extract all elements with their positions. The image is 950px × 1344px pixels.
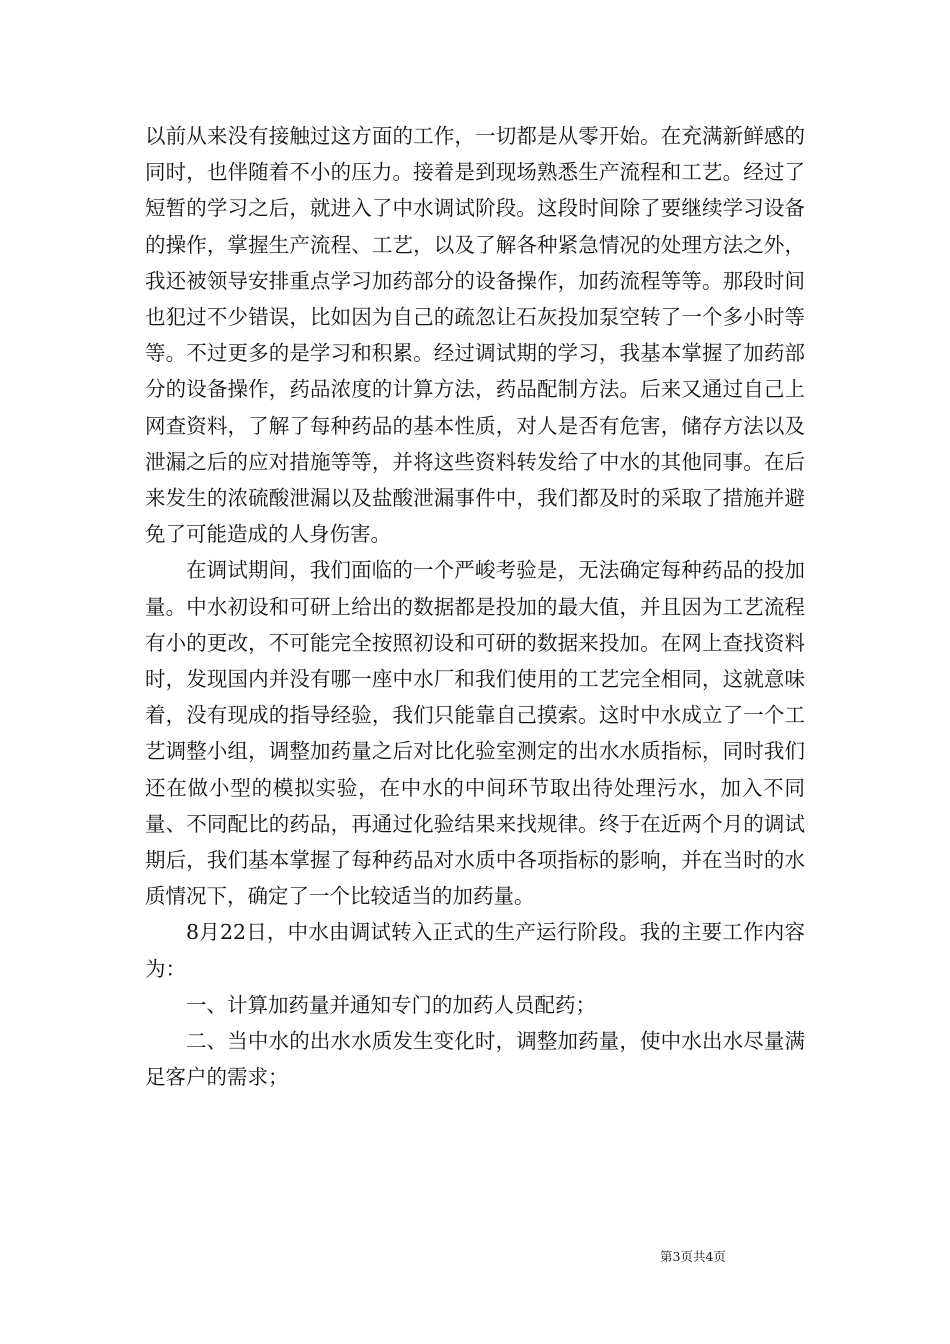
- paragraph-4: 一、计算加药量并通知专门的加药人员配药；: [186, 992, 596, 1017]
- paragraph-3: 8月22日，中水由调试转入正式的生产运行阶段。我的主要工作内容为：: [145, 920, 805, 981]
- page-number: 第3页共4页: [660, 1249, 726, 1264]
- paragraph-2: 在调试期间，我们面临的一个严峻考验是，无法确定每种药品的投加量。中水初设和可研上给出的数据都是投加的最大值，并且因为工艺流程有小的更改，不可能完全按照初设和可研的数据来投加。在网上查找资料时，发现国内并没有哪一座中水厂和我们使用的工艺完全相同，这就意味着，没有现成的指导经验，我们只能靠自己摸索。这时中水成立了一个工艺调整小组，调整加药量之后对比化验室测定的出水水质指标，同时我们还在做小型的模拟实验，在中水的中间环节取出待处理污水，加入不同量、不同配比的药品，再通过化验结果来找规律。终于在近两个月的调试期后，我们基本掌握了每种药品对水质中各项指标的影响，并在当时的水质情况下，确定了一个比较适当的加药量。: [145, 558, 805, 909]
- page-footer: [660, 1247, 860, 1265]
- paragraph-1: 以前从来没有接触过这方面的工作，一切都是从零开始。在充满新鲜感的同时，也伴随着不小的压力。接着是到现场熟悉生产流程和工艺。经过了短暂的学习之后，就进入了中水调试阶段。这段时间除了要继续学习设备的操作，掌握生产流程、工艺，以及了解各种紧急情况的处理方法之外，我还被领导安排重点学习加药部分的设备操作，加药流程等等。那段时间也犯过不少错误，比如因为自己的疏忽让石灰投加泵空转了一个多小时等等。不过更多的是学习和积累。经过调试期的学习，我基本掌握了加药部分的设备操作，药品浓度的计算方法，药品配制方法。后来又通过自己上网查资料，了解了每种药品的基本性质，对人是否有危害，储存方法以及泄漏之后的应对措施等等，并将这些资料转发给了中水的其他同事。在后来发生的浓硫酸泄漏以及盐酸泄漏事件中，我们都及时的采取了措施并避免了可能造成的人身伤害。: [145, 124, 805, 547]
- document-body: [145, 118, 805, 1095]
- paragraph-5: 二、当中水的出水水质发生变化时，调整加药量，使中水出水尽量满足客户的需求；: [145, 1029, 805, 1090]
